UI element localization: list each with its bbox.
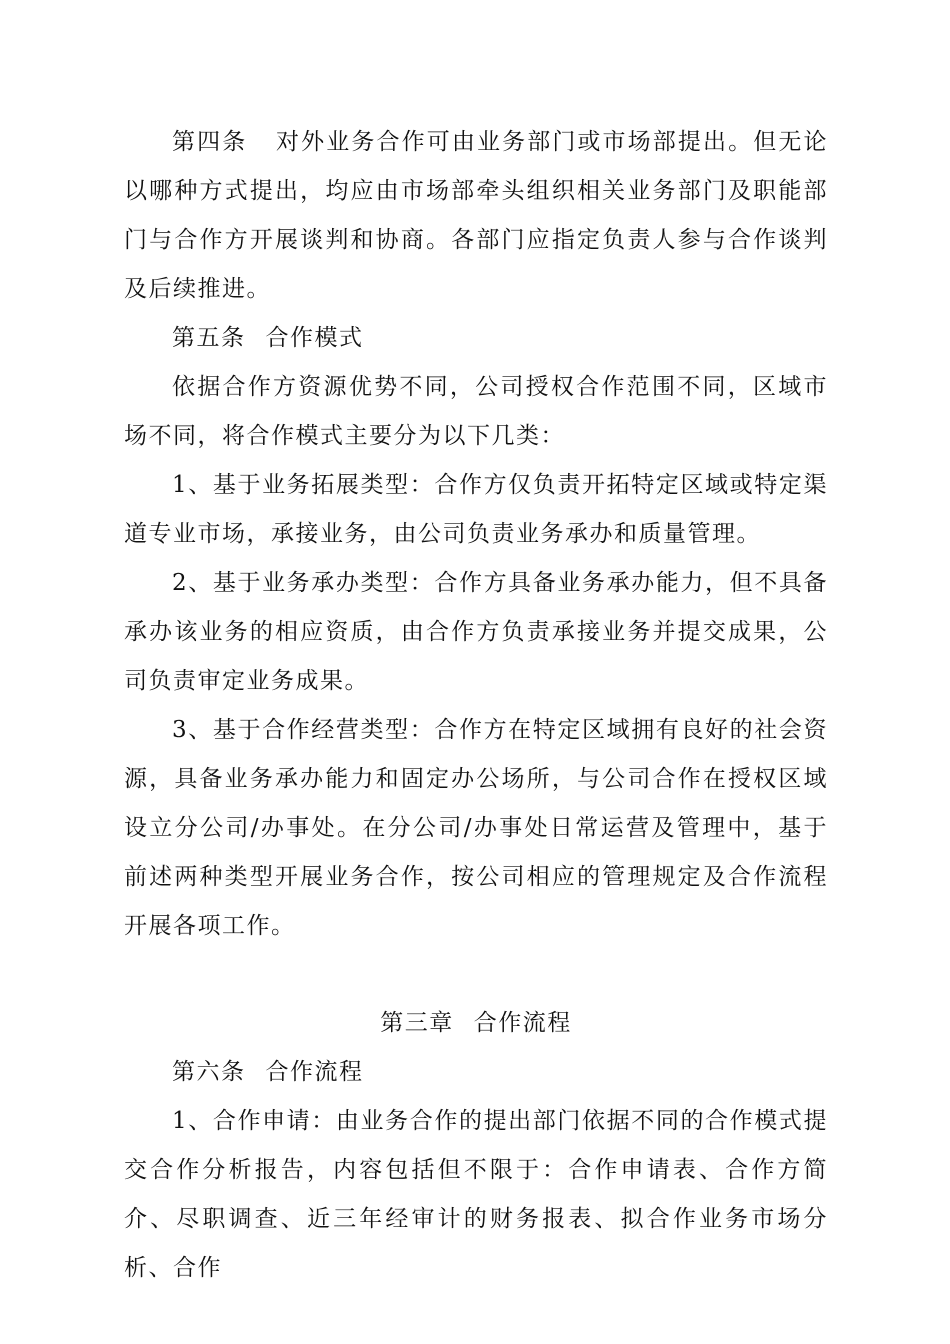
article-6-item-1: 1、合作申请：由业务合作的提出部门依据不同的合作模式提交合作分析报告，内容包括但不限于：合作申请表、合作方简介、尽职调查、近三年经审计的财务报表、拟合作业务市场分析、合作 (124, 1108, 828, 1281)
document-body (124, 118, 828, 1293)
section-spacer (124, 951, 828, 999)
article-5-label: 第五条 (172, 325, 246, 351)
article-4-text: 对外业务合作可由业务部门或市场部提出。但无论以哪种方式提出，均应由市场部牵头组织相关业务部门及职能部门与合作方开展谈判和协商。各部门应指定负责人参与合作谈判及后续推进。 (124, 129, 829, 302)
article-6-label: 第六条 (172, 1059, 246, 1085)
article-5-heading (124, 314, 828, 363)
article-5-title: 合作模式 (265, 325, 364, 351)
article-5-intro: 依据合作方资源优势不同，公司授权合作范围不同，区域市场不同，将合作模式主要分为以下几类： (124, 374, 828, 449)
article-4-paragraph (124, 118, 828, 314)
chapter-3-title: 合作流程 (473, 1010, 572, 1036)
article-6-heading (124, 1048, 828, 1097)
chapter-3-label: 第三章 (380, 1010, 454, 1036)
article-5-item-1: 1、基于业务拓展类型：合作方仅负责开拓特定区域或特定渠道专业市场，承接业务，由公司负责业务承办和质量管理。 (124, 472, 828, 547)
article-5-item-2: 2、基于业务承办类型：合作方具备业务承办能力，但不具备承办该业务的相应资质，由合作方负责承接业务并提交成果，公司负责审定业务成果。 (124, 570, 828, 694)
article-5-item-3: 3、基于合作经营类型：合作方在特定区域拥有良好的社会资源，具备业务承办能力和固定办公场所，与公司合作在授权区域设立分公司/办事处。在分公司/办事处日常运营及管理中，基于前述两种类型开展业务合作，按公司相应的管理规定及合作流程开展各项工作。 (124, 717, 828, 939)
article-4-label: 第四条 (172, 129, 248, 155)
chapter-3-heading (124, 999, 828, 1048)
article-6-title: 合作流程 (265, 1059, 364, 1085)
